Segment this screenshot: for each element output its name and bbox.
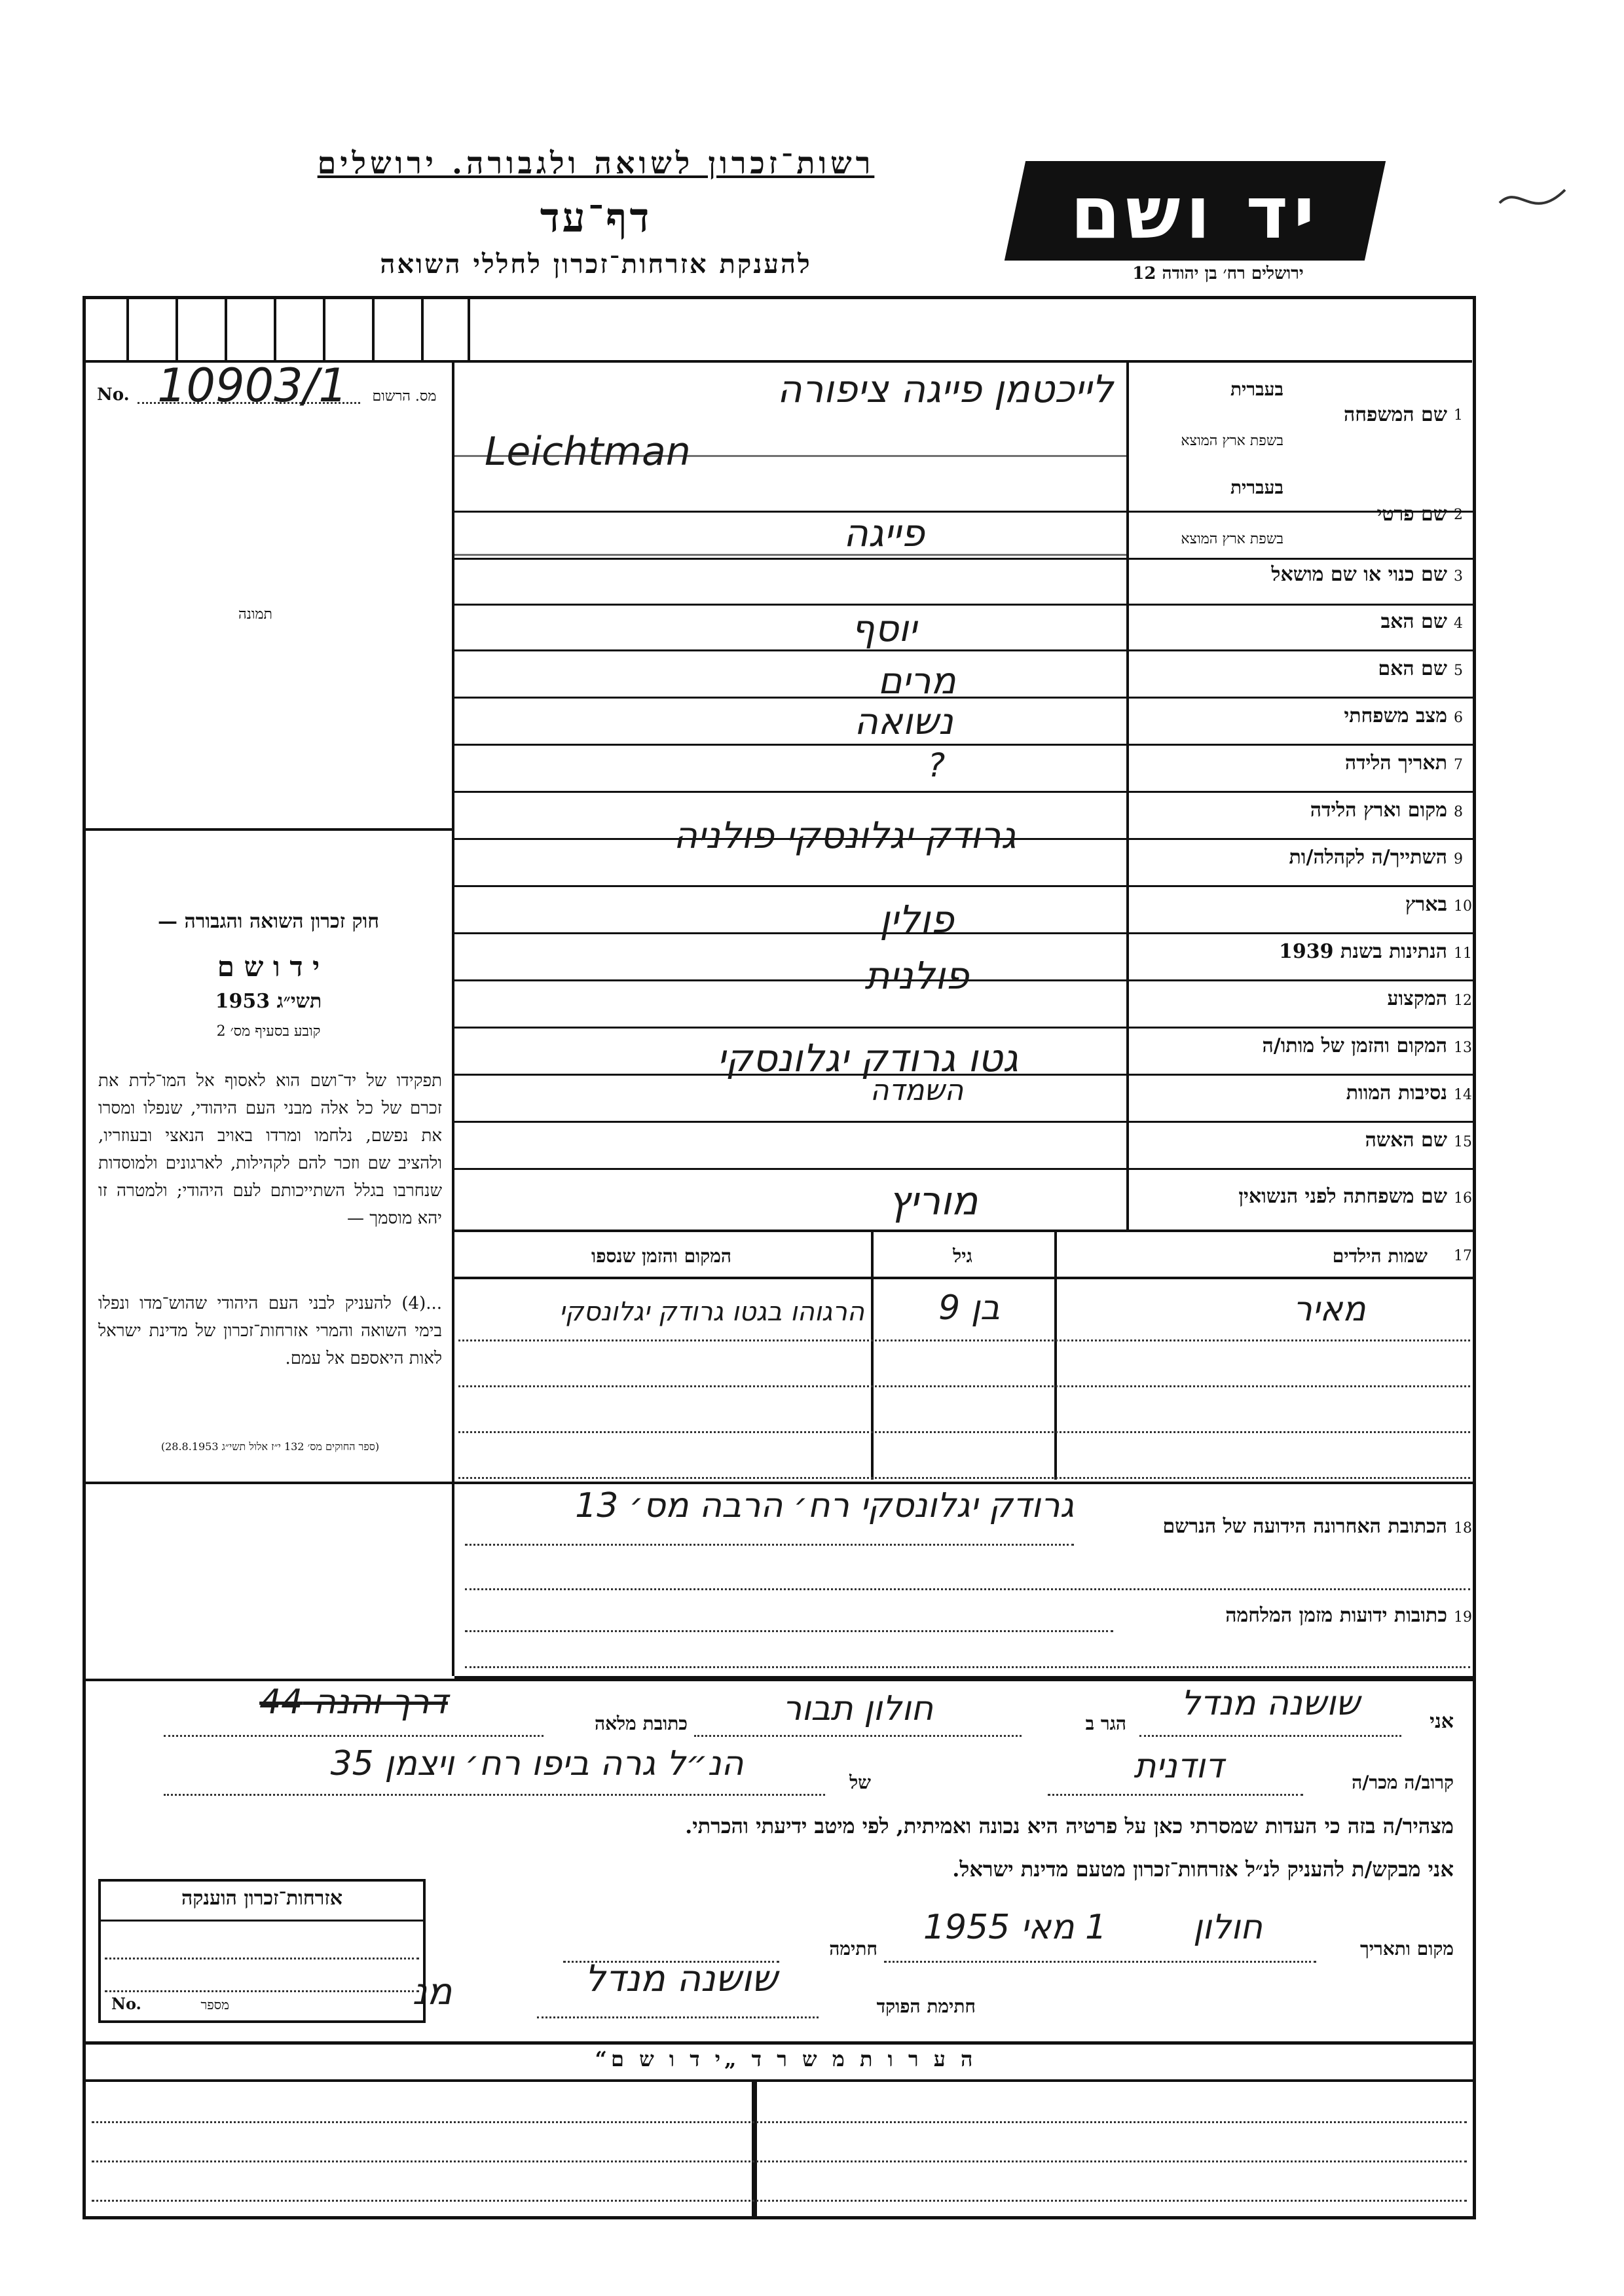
field-1-value: לייכטמן פייגה ציפורה [777,367,1113,411]
field-10-value: פולין [879,897,954,941]
field-6-value: נשואה [854,701,953,743]
notes-line-2 [92,2160,1467,2162]
officer-signature-label: חתימת הפוקד [876,1995,976,2017]
field-2-label: שם פרטי [1376,503,1447,526]
field-8-label: מקום וארץ הלידה [1310,799,1447,822]
field-18-num: 18 [1454,1520,1472,1537]
org-line: רשות־זכרון לשואה ולגבורה. ירושלים [317,145,875,181]
field-1-value-latin: Leichtman [485,429,691,475]
child-1-place: הרגוהו בגטו גרודק יגלונסקי [559,1297,864,1327]
registration-no-label: No. [97,385,130,405]
award-box-no-label: No. [111,1994,141,2013]
field-18-label: הכתובת האחרונה הידועה של הנרשם [1162,1515,1447,1538]
field-10-label: בארץ [1405,893,1447,916]
field-16-label: שם משפחתה לפני הנשואין [1238,1185,1447,1208]
place-value: חולון [1192,1908,1263,1947]
field-14-num: 14 [1454,1087,1472,1103]
children-col-place: המקום והזמן שנספו [591,1245,731,1267]
field-12-label: המקצוע [1387,987,1447,1010]
field-1-sub2: בשפת ארץ המוצא [1181,433,1283,449]
field-2-sub1: בעברית [1230,477,1283,498]
form-subtitle: להענקת אזרחות־זכרון לחללי השואה [380,249,812,280]
field-5-value: מרים [877,660,956,702]
field-3-num: 3 [1454,568,1463,585]
field-14-label: נסיבות המוות [1346,1082,1447,1104]
field-5-num: 5 [1454,663,1463,679]
children-col-age: גיל [953,1245,972,1267]
decl-statement-2: אני מבקש/ת להעניק לנ״ל אזרחות־זכרון מטעם מדינת ישראל. [952,1857,1454,1882]
field-3-label: שם כנוי או שם מושאל [1271,563,1447,586]
field-19-num: 19 [1454,1609,1472,1626]
field-13-value: גטו גרודק יגלונסקי [716,1036,1019,1080]
field-7-label: תאריך הלידה [1344,752,1447,774]
field-11-label: הנתינות בשנת 1939 [1278,940,1447,963]
field-7-num: 7 [1454,757,1463,773]
children-num: 17 [1454,1248,1472,1264]
field-18-value: גרודק יגלונסקי רח׳ הרבה מס׳ 13 [575,1486,1074,1525]
logo-text: יד ושם [1070,171,1320,255]
field-16-num: 16 [1454,1190,1472,1207]
initials-value: מנ [412,1971,452,2013]
logo-address: ירושלים רח׳ בן יהודה 12 [1132,264,1304,283]
field-16-value: מוריץ [888,1178,978,1224]
decl-statement-1: מצהיר/ה בזה כי העדות שמסרתי כאן על פרטיה היא נכונה ואמיתית, לפי מיטב ידיעתי והכרתי. [685,1813,1454,1838]
decl-relative-label: קרוב/ה מכר/ה [1352,1772,1454,1793]
photo-label: תמונה [238,606,272,623]
decl-gar-label: הגר ב [1085,1713,1126,1734]
field-8-value: גרודק יגלונסקי פולניה [673,814,1016,857]
field-2-value: פייגה [843,511,925,555]
field-15-num: 15 [1454,1134,1472,1150]
law-gazette: (ספר החוקים מס׳ 132 י״ז אלול תשי״ג 28.8.1953) [160,1440,380,1453]
child-1-age: בן 9 [938,1288,1000,1328]
field-5-label: שם האם [1378,657,1447,680]
field-13-label: המקום והזמן של מותו/ה [1262,1034,1447,1057]
notes-line-1 [92,2121,1467,2123]
field-14-value: השמדה [870,1074,964,1107]
field-1-num: 1 [1454,407,1463,424]
field-10-num: 10 [1454,898,1472,915]
pen-mark [1493,177,1572,229]
field-13-num: 13 [1454,1040,1472,1056]
decl-ani-label: אני [1430,1710,1454,1733]
child-1-name: מאיר [1293,1290,1366,1329]
children-col-names: שמות הילדים [1332,1245,1428,1267]
law-paragraph-2: ...(4) להעניק לבני העם היהודי שהוש־מדו ונפלו בימי השואה והמרי אזרחות־זכרון של מדינת ישראל לאות היאספם אל עמם. [98,1294,442,1368]
registration-label: מס. הרשום [372,388,437,405]
decl-gar-value: חולון תבור [782,1689,934,1728]
field-2-sub2: בשפת ארץ המוצא [1181,531,1283,547]
field-9-label: השתייך/ה לקהלה/ות [1289,846,1447,869]
field-1-sub1: בעברית [1230,378,1283,400]
field-12-num: 12 [1454,993,1472,1009]
field-19-label: כתובות ידועות מזמן המלחמה [1225,1604,1447,1627]
field-6-num: 6 [1454,710,1463,726]
notes-line-3 [92,2200,1467,2202]
decl-relative-value: דודנית [1134,1747,1224,1786]
place-date-label: מקום ותאריך [1359,1938,1454,1959]
field-4-num: 4 [1454,615,1463,632]
law-section: קובע בסעיף מס׳ 2 [216,1023,321,1040]
field-4-value: יוסף [851,608,917,650]
field-11-num: 11 [1454,945,1472,962]
law-year: תשי״ג 1953 [215,990,322,1013]
law-paragraph-1: תפקידו של יד־ושם הוא לאסוף אל המו־לדת את זכרם של כל אלה מבני העם היהודי, שנפלו ומסרו את נפשם, נלחמו ומרדו באויב הנאצי ובעוזריו, ולהציב שם וזכר להם לקהילות, לארגונים ולמוסדות שנחרבו בגלל השתייכותם לעם היהודי; ולמטרה זו יהא מוסמך — [98,1071,442,1228]
decl-shel-label: של [849,1772,871,1793]
award-box-title: אזרחות־זכרון הוענקה [181,1887,343,1910]
field-2-num: 2 [1454,507,1463,523]
award-box-number-label: מספר [200,1997,229,2013]
field-8-num: 8 [1454,804,1463,820]
field-4-label: שם האב [1380,610,1447,633]
decl-address-value: דרך והנה 44 [259,1683,448,1722]
field-11-value: פולנית [864,953,969,998]
officer-signature-value: שושנה מנדל [584,1958,778,2000]
signature-label: חתימה [829,1938,877,1959]
field-7-value: ? [927,746,946,784]
field-6-label: מצב משפחתי [1344,704,1447,727]
date-value: 1 מאי 1955 [923,1908,1107,1947]
top-boxes [85,299,471,361]
decl-ani-value: שושנה מנדל [1181,1684,1360,1723]
form-title: דף־עד [540,194,652,242]
field-9-num: 9 [1454,851,1463,867]
decl-shel-value: הנ״ל גרה ביפו רח׳ ויצמן 35 [330,1744,744,1783]
field-1-label: שם המשפחה [1343,403,1447,426]
law-title: חוק זכרון השואה והגבורה — [158,910,379,933]
registration-number: 10903/1 [157,359,348,412]
office-notes-title: ה ע ר ו ת מ ש ר ד „י ד ו ש ם“ [595,2047,977,2071]
law-name: י ד ו ש ם [217,951,320,983]
decl-address-label: כתובת מלאה [594,1713,688,1734]
field-15-label: שם האשה [1365,1129,1447,1152]
